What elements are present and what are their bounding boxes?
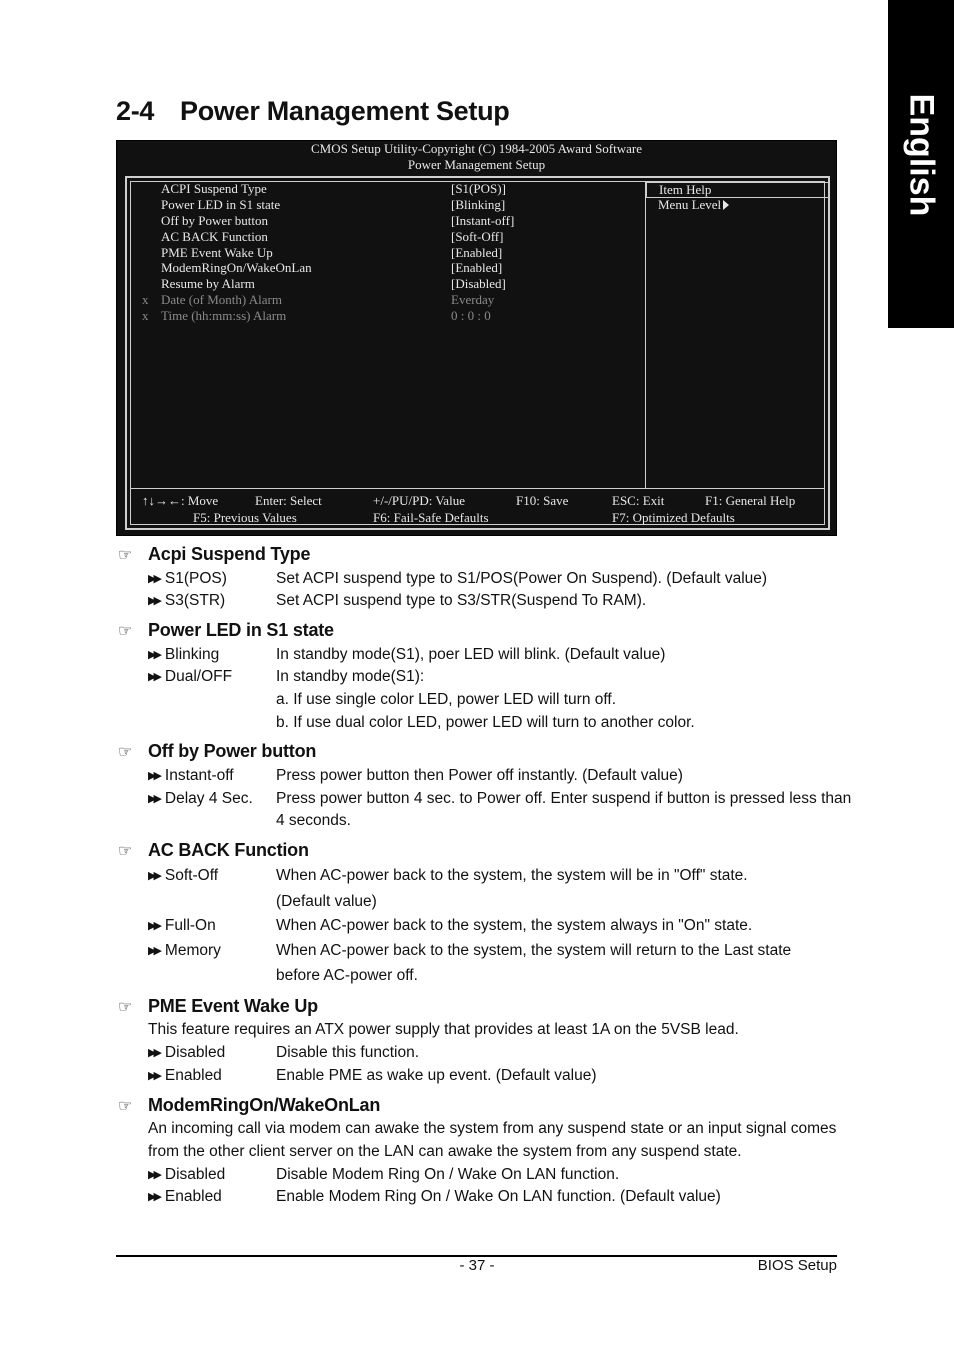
pointing-hand-icon: ☞ [118, 843, 133, 860]
menu-level [658, 197, 729, 213]
modem-intro-line2: from the other client server on the LAN can awake the system from any suspend state. [148, 1143, 742, 1160]
bios-key-legend [131, 489, 824, 529]
pointing-hand-icon: ☞ [118, 999, 133, 1016]
desc-delay-4-sec-cont: 4 seconds. [276, 812, 351, 829]
option-pme-disabled: ▶▶ Disabled [148, 1044, 226, 1061]
item-help-title: Item Help [646, 182, 830, 198]
menu-level-label: Menu Level [658, 197, 722, 212]
triangle-right-icon [723, 200, 729, 210]
desc-pme-disabled: Disable this function. [276, 1044, 420, 1061]
desc-dual-off-b: b. If use dual color LED, power LED will turn to another color. [276, 714, 695, 731]
option-dual-off: ▶▶ Dual/OFF [148, 668, 233, 685]
key-fail-safe: F6: Fail-Safe Defaults [373, 510, 489, 525]
desc-full-on: When AC-power back to the system, the system always in "On" state. [276, 917, 753, 934]
heading-off-by-power-button: ☞ Off by Power button [118, 741, 317, 761]
pointing-hand-icon: ☞ [118, 623, 133, 640]
page-number: - 37 - [459, 1257, 495, 1274]
double-arrow-icon: ▶▶ [148, 920, 159, 932]
option-modem-disabled: ▶▶ Disabled [148, 1166, 226, 1183]
key-value: +/-/PU/PD: Value [373, 493, 465, 508]
double-arrow-icon: ▶▶ [148, 595, 159, 607]
option-s3-str: ▶▶ S3(STR) [148, 592, 226, 609]
option-soft-off: ▶▶ Soft-Off [148, 867, 219, 884]
bios-frame [125, 176, 830, 530]
desc-memory: When AC-power back to the system, the system will return to the Last state [276, 942, 792, 959]
pointing-hand-icon: ☞ [118, 547, 133, 564]
option-full-on: ▶▶ Full-On [148, 917, 216, 934]
language-tab [888, 0, 954, 328]
desc-dual-off-a: a. If use single color LED, power LED will turn off. [276, 691, 617, 708]
option-s1-pos: ▶▶ S1(POS) [148, 570, 227, 587]
double-arrow-icon: ▶▶ [148, 945, 159, 957]
pointing-hand-icon: ☞ [118, 744, 133, 761]
heading-modem-ring-on: ☞ ModemRingOn/WakeOnLan [118, 1095, 381, 1115]
double-arrow-icon: ▶▶ [148, 573, 159, 585]
double-arrow-icon: ▶▶ [148, 1169, 159, 1181]
option-blinking: ▶▶ Blinking [148, 646, 220, 663]
page-title [116, 96, 509, 127]
bios-screen [116, 140, 837, 536]
desc-modem-enabled: Enable Modem Ring On / Wake On LAN function. (Default value) [276, 1188, 721, 1205]
heading-power-led: ☞ Power LED in S1 state [118, 620, 334, 640]
option-delay-4-sec: ▶▶ Delay 4 Sec. [148, 790, 253, 807]
desc-dual-off: In standby mode(S1): [276, 668, 425, 685]
bios-header-copyright: CMOS Setup Utility-Copyright (C) 1984-2005 Award Software [310, 141, 642, 156]
double-arrow-icon: ▶▶ [148, 770, 159, 782]
desc-s1-pos: Set ACPI suspend type to S1/POS(Power On Suspend). (Default value) [276, 570, 768, 587]
heading-pme-event-wake-up: ☞ PME Event Wake Up [118, 996, 318, 1016]
desc-modem-disabled: Disable Modem Ring On / Wake On LAN function. [276, 1166, 620, 1183]
bios-vertical-divider [645, 182, 646, 488]
key-save: F10: Save [516, 493, 569, 508]
language-tab-label: English [902, 93, 941, 217]
double-arrow-icon: ▶▶ [148, 870, 159, 882]
desc-s3-str: Set ACPI suspend type to S3/STR(Suspend To RAM). [276, 592, 647, 609]
option-modem-enabled: ▶▶ Enabled [148, 1188, 222, 1205]
footer-chapter: BIOS Setup [757, 1257, 837, 1274]
double-arrow-icon: ▶▶ [148, 793, 159, 805]
heading-ac-back-function: ☞ AC BACK Function [118, 840, 309, 860]
key-optimized: F7: Optimized Defaults [612, 510, 735, 525]
heading-acpi-suspend-type: ☞ Acpi Suspend Type [118, 544, 311, 564]
option-instant-off: ▶▶ Instant-off [148, 767, 234, 784]
double-arrow-icon: ▶▶ [148, 671, 159, 683]
option-pme-enabled: ▶▶ Enabled [148, 1067, 222, 1084]
pointing-hand-icon: ☞ [118, 1098, 133, 1115]
desc-memory-cont: before AC-power off. [276, 967, 418, 984]
key-select: Enter: Select [255, 493, 322, 508]
key-exit: ESC: Exit [612, 493, 665, 508]
desc-soft-off: When AC-power back to the system, the system will be in "Off" state. [276, 867, 748, 884]
key-previous-values: F5: Previous Values [193, 510, 297, 525]
double-arrow-icon: ▶▶ [148, 1070, 159, 1082]
key-general-help: F1: General Help [705, 493, 796, 508]
double-arrow-icon: ▶▶ [148, 649, 159, 661]
desc-blinking: In standby mode(S1), poer LED will blink. (Default value) [276, 646, 666, 663]
bios-inner-frame: Item Help Menu Level ACPI Suspend Type [S1(POS)] Power LED in S1 state [Blinking] Off by Power button [Instant-off] AC BACK Function [Soft-Off] PME Event Wake Up [Enabled] ModemRingOn/WakeOnLan [Enabled] Resume by Alarm [Disabled] x Date (of Month) Alarm Everday x Time (hh:mm:ss) Alarm 0 : 0 : 0 ↑↓→←: Move Enter: Select +/-/PU/PD: Value F10: Save ESC: Exit F1: General Help F5: Previous Values F6: Fail-Safe Defaults F7: Optimized Defaults [130, 181, 825, 525]
section-number: 2-4 [116, 96, 155, 126]
desc-soft-off-cont: (Default value) [276, 893, 377, 910]
double-arrow-icon: ▶▶ [148, 1191, 159, 1203]
key-move: ↑↓→←: Move [142, 493, 219, 508]
modem-intro-line1: An incoming call via modem can awake the system from any suspend state or an input signal comes [148, 1120, 837, 1137]
section-title: Power Management Setup [180, 96, 510, 126]
desc-pme-enabled: Enable PME as wake up event. (Default value) [276, 1067, 597, 1084]
option-memory: ▶▶ Memory [148, 942, 221, 959]
desc-instant-off: Press power button then Power off instantly. (Default value) [276, 767, 683, 784]
bios-header-title: Power Management Setup [407, 157, 546, 172]
pme-intro: This feature requires an ATX power supply that provides at least 1A on the 5VSB lead. [148, 1021, 739, 1038]
desc-delay-4-sec: Press power button 4 sec. to Power off. Enter suspend if button is pressed less than [276, 790, 852, 807]
double-arrow-icon: ▶▶ [148, 1047, 159, 1059]
